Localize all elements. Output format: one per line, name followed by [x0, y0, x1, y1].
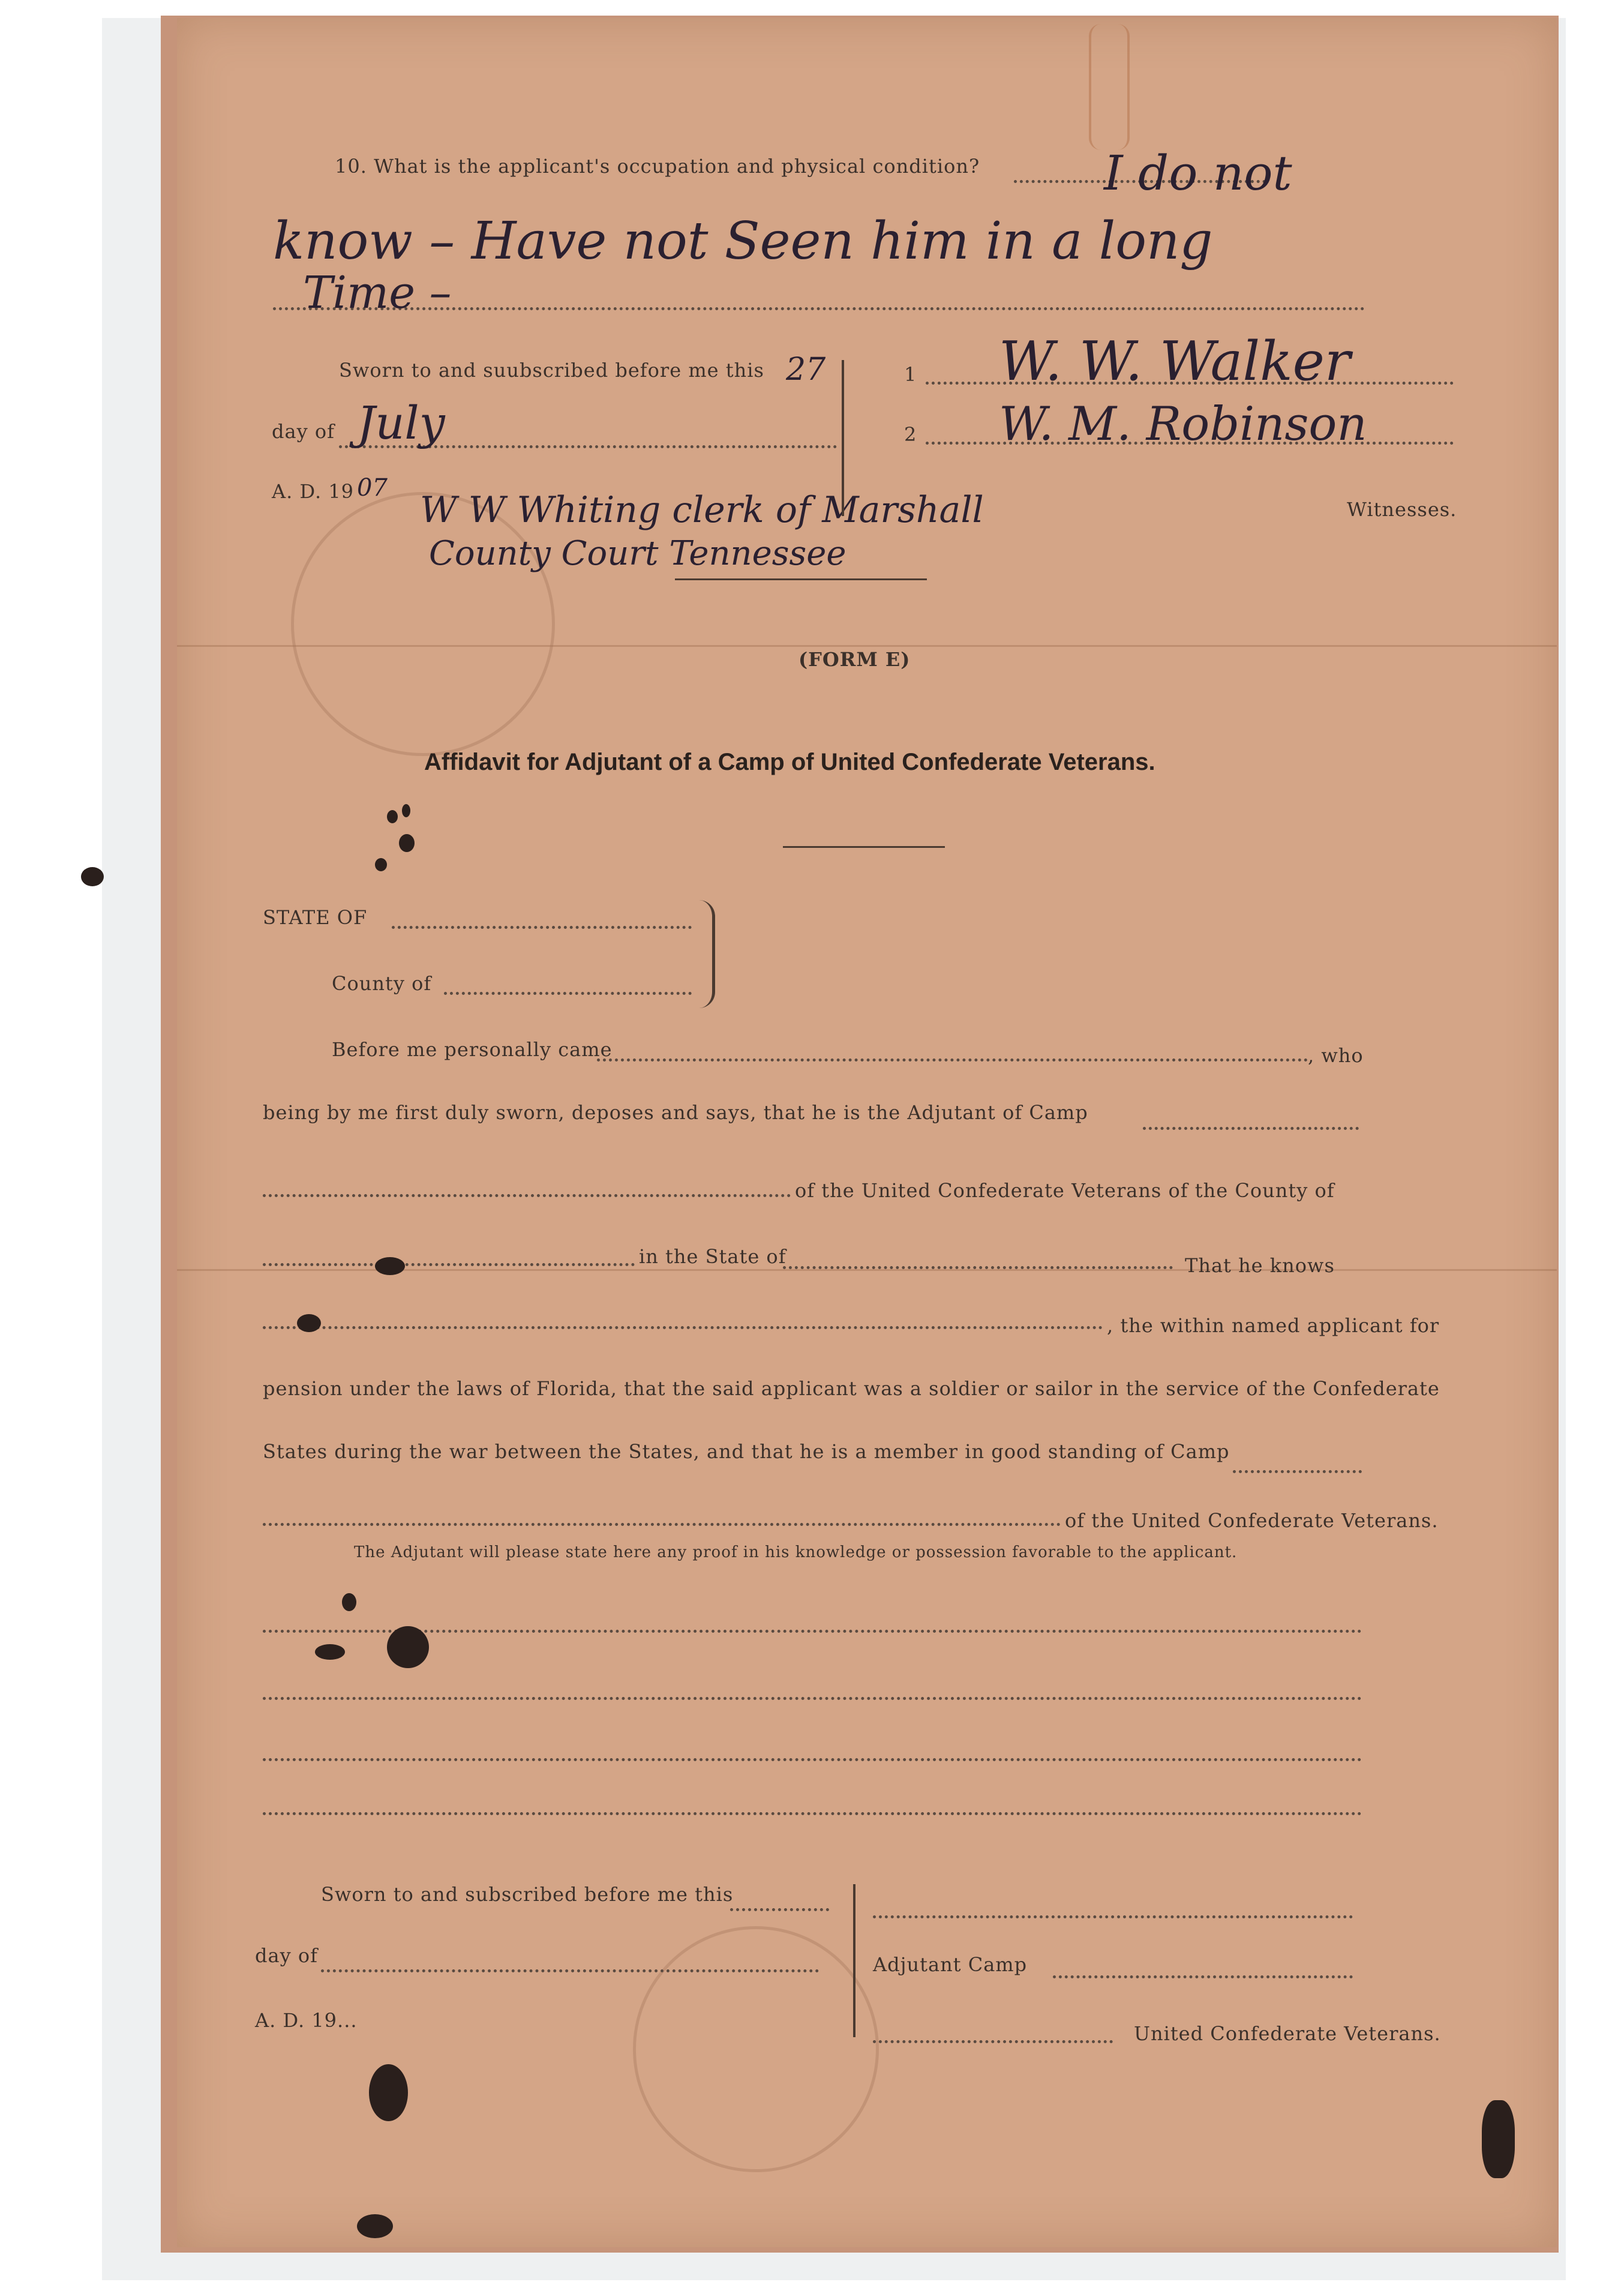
sworn-text-1: Sworn to and suubscribed before me this [339, 359, 764, 382]
ink-spot [81, 867, 104, 886]
county-dotted-line-2 [263, 1263, 635, 1266]
body-line-7: States during the war between the States, and that he is a member in good standing of Camp [263, 1440, 1230, 1463]
camp-dotted-line [1143, 1127, 1359, 1130]
county-dotted-line [444, 992, 692, 995]
ucv-label: United Confederate Veterans. [1134, 2022, 1441, 2045]
body-line-5: , the within named applicant for [1107, 1314, 1440, 1337]
state-of-label: STATE OF [263, 906, 368, 929]
clerk-signature-2: County Court Tennessee [429, 534, 846, 573]
ink-spot [387, 1626, 429, 1668]
camp-dotted-line-4 [263, 1523, 1061, 1526]
ink-spot [297, 1314, 321, 1332]
answer-handwriting-2: know – Have not Seen him in a long [273, 211, 1213, 271]
state-dotted-line [392, 926, 692, 929]
witness-1-signature: W. W. Walker [999, 330, 1350, 393]
ink-spot [315, 1644, 345, 1660]
ink-spot [399, 834, 415, 852]
ink-spot [342, 1593, 356, 1611]
day-of-label-2: day of [255, 1944, 318, 1967]
answer-handwriting-1: I do not [1104, 145, 1292, 201]
answer-handwriting-3: Time – [303, 267, 452, 319]
title-rule [783, 846, 945, 848]
adjutant-instruction: The Adjutant will please state here any proof in his knowledge or possession favorable to the applicant. [354, 1543, 1238, 1561]
question-10-text: 10. What is the applicant's occupation and physical condition? [335, 155, 980, 178]
sworn-day-value: 27 [786, 352, 826, 388]
ink-spot [402, 804, 410, 817]
clerk-signature-1: W W Whiting clerk of Marshall [420, 489, 984, 531]
day-of-label-1: day of [272, 420, 335, 443]
applicant-dotted-line [263, 1326, 1103, 1329]
ucv-camp-dotted-line [873, 2040, 1113, 2043]
proof-line-2 [263, 1697, 1362, 1700]
clerk-signature-rule [675, 578, 927, 580]
proof-line-1 [263, 1630, 1362, 1633]
adjutant-camp-label: Adjutant Camp [873, 1953, 1028, 1976]
proof-line-3 [263, 1758, 1362, 1761]
ad-label-1: A. D. 19 [272, 480, 355, 503]
witness-2-signature: W. M. Robinson [999, 397, 1367, 451]
form-title: Affidavit for Adjutant of a Camp of United Confederate Veterans. [424, 749, 1155, 775]
ad-label-2: A. D. 19... [255, 2009, 358, 2032]
sworn-month-value: July [357, 396, 445, 449]
bracket-line-2 [853, 1884, 855, 2037]
name-dotted-line [597, 1058, 1308, 1061]
witness-2-number: 2 [904, 423, 917, 446]
paper-clip-mark [1089, 24, 1130, 150]
sworn-text-2: Sworn to and subscribed before me this [321, 1883, 734, 1906]
ink-spot [357, 2214, 393, 2238]
sworn-year-value: 07 [357, 474, 388, 502]
body-line-1-end: , who [1308, 1044, 1364, 1067]
body-line-6: pension under the laws of Florida, that the said applicant was a soldier or sailor in the service of the Confederate [263, 1377, 1440, 1400]
witness-1-number: 1 [904, 363, 917, 386]
camp-dotted-line-3 [1233, 1470, 1362, 1473]
body-line-4-start: in the State of [639, 1245, 787, 1268]
adjutant-camp-dotted-line [1053, 1975, 1353, 1978]
camp-dotted-line-2 [263, 1194, 791, 1197]
form-label: (FORM E) [799, 648, 911, 671]
state-dotted-line-2 [783, 1266, 1173, 1269]
body-line-3: of the United Confederate Veterans of the County of [795, 1179, 1335, 1202]
body-line-8: of the United Confederate Veterans. [1065, 1509, 1439, 1532]
body-line-2: being by me first duly sworn, deposes and says, that he is the Adjutant of Camp [263, 1101, 1088, 1124]
county-of-label: County of [332, 972, 432, 995]
body-line-4-end: That he knows [1185, 1254, 1335, 1277]
pension-affidavit-document [177, 18, 1557, 2247]
month-dotted-line-2 [321, 1969, 819, 1972]
embossed-seal [291, 492, 555, 756]
venue-brace [699, 900, 715, 1008]
ink-spot [1482, 2100, 1515, 2178]
body-line-1-start: Before me personally came [332, 1038, 613, 1061]
embossed-seal [633, 1926, 879, 2172]
witnesses-label: Witnesses. [1347, 498, 1457, 521]
bracket-line [842, 360, 844, 516]
sworn-day-dotted-line [730, 1908, 829, 1911]
adjutant-signature-line [873, 1915, 1353, 1918]
proof-line-4 [263, 1812, 1362, 1815]
ink-spot [375, 1257, 405, 1275]
ink-spot [369, 2064, 408, 2121]
ink-spot [387, 810, 398, 823]
ink-spot [375, 858, 387, 871]
